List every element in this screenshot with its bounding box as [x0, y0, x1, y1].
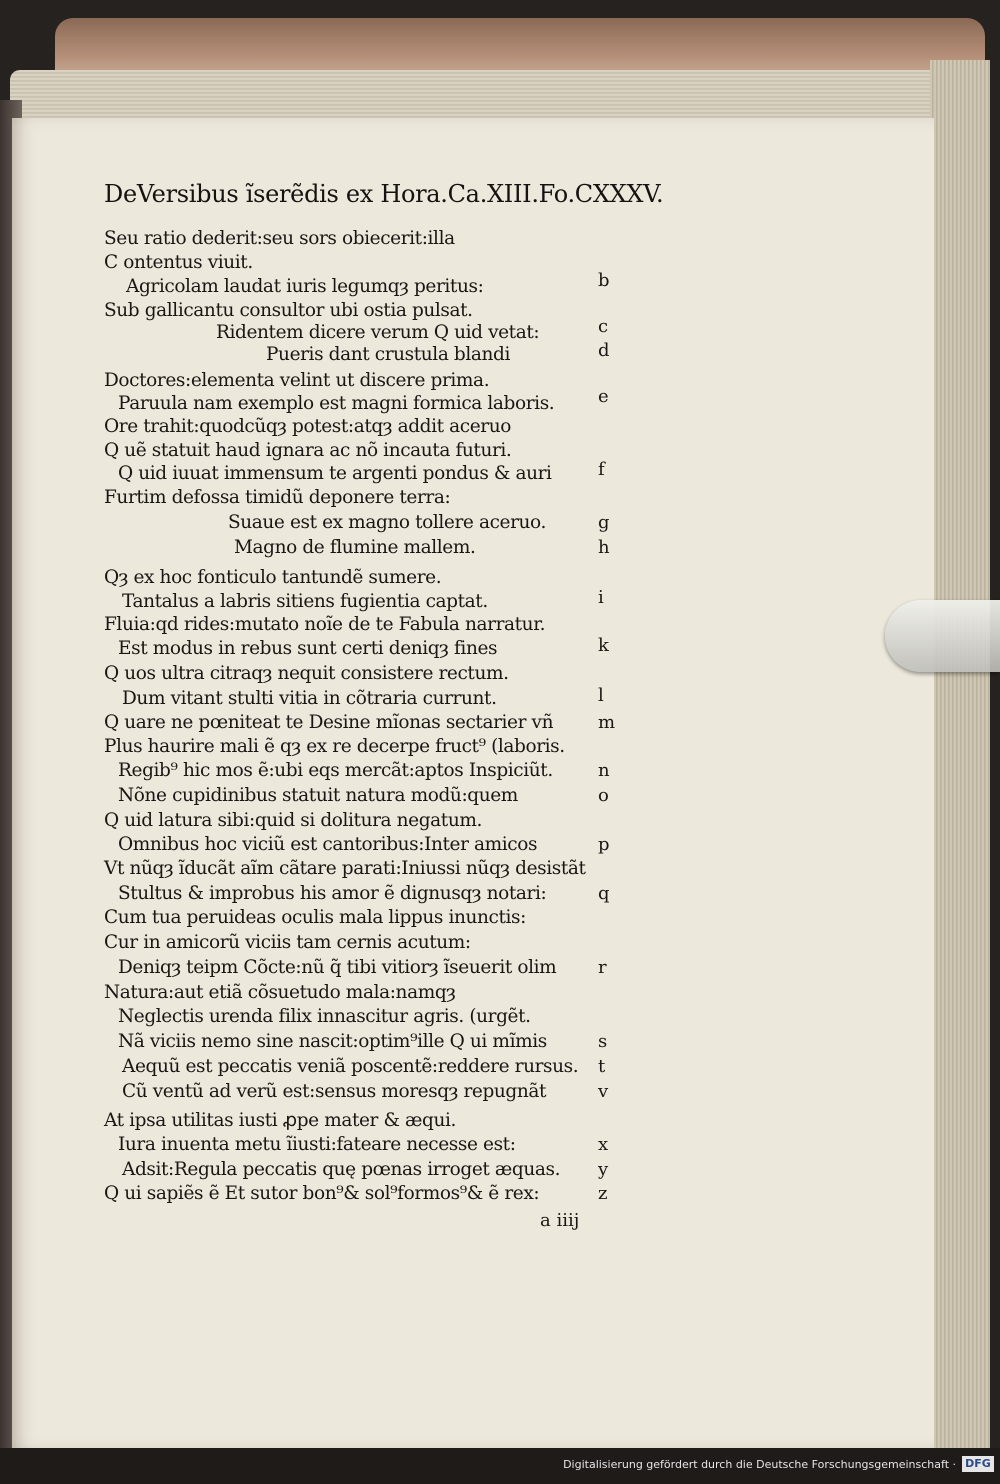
- margin-letter: t: [598, 1056, 606, 1077]
- margin-letter: r: [598, 957, 607, 978]
- margin-letter: g: [598, 512, 610, 533]
- verse-line: Suaue est ex magno tollere aceruo.: [228, 512, 546, 533]
- verse-line: Ridentem dicere verum Q uid vetat:: [216, 322, 540, 343]
- verse-line: Omnibus hoc viciũ est cantoribus:Inter amicos: [118, 834, 538, 855]
- verse-line: At ipsa utilitas iusti ꝓpe mater & æqui.: [104, 1110, 456, 1131]
- verse-line: Agricolam laudat iuris legumqȝ peritus:: [126, 276, 484, 297]
- verse-line: Stultus & improbus his amor ẽ dignusqȝ notari:: [118, 883, 547, 904]
- verse-line: Q uos ultra citraqȝ nequit consistere rectum.: [104, 663, 509, 684]
- verse-line: Deniqȝ teipm Cõcte:nũ q̃ tibi vitiorȝ ĩseuerit olim: [118, 957, 557, 978]
- margin-letter: p: [598, 834, 610, 855]
- verse-line: Q ui sapiẽs ẽ Et sutor bon⁹& sol⁹formos⁹& ẽ rex:: [104, 1183, 540, 1204]
- margin-letter: l: [598, 685, 604, 706]
- verse-line: Q uid iuuat immensum te argenti pondus & auri: [118, 463, 552, 484]
- verse-line: Fluia:qd rides:mutato noĩe de te Fabula narratur.: [104, 614, 546, 635]
- margin-letter: o: [598, 785, 609, 806]
- verse-line: Sub gallicantu consultor ubi ostia pulsat.: [104, 300, 473, 321]
- margin-letter: v: [598, 1081, 609, 1102]
- margin-letter: y: [598, 1159, 609, 1180]
- verse-line: Doctores:elementa velint ut discere prima.: [104, 370, 490, 391]
- margin-letter: n: [598, 760, 610, 781]
- verse-line: Est modus in rebus sunt certi deniqȝ fines: [118, 638, 498, 659]
- verse-line: Q uẽ statuit haud ignara ac nõ incauta futuri.: [104, 440, 512, 461]
- verse-line: Vt nũqȝ ĩducãt aĩm cãtare parati:Iniussi nũqȝ desistãt: [104, 858, 586, 879]
- footer-credit: Digitalisierung gefördert durch die Deutsche Forschungsgemeinschaft ·: [563, 1458, 956, 1471]
- verse-line: Paruula nam exemplo est magni formica laboris.: [118, 393, 555, 414]
- verse-line: Aequũ est peccatis veniã poscentẽ:reddere rursus.: [122, 1056, 579, 1077]
- margin-letter: k: [598, 635, 609, 656]
- verse-line: Magno de flumine mallem.: [234, 537, 476, 558]
- verse-line: Pueris dant crustula blandi: [266, 344, 510, 365]
- verse-line: Cum tua peruideas oculis mala lippus inunctis:: [104, 907, 526, 928]
- verse-line: Regib⁹ hic mos ẽ:ubi eqs mercãt:aptos Inspiciũt.: [118, 760, 553, 781]
- verse-line: Tantalus a labris sitiens fugientia captat.: [122, 591, 488, 612]
- verse-line: Qȝ ex hoc fonticulo tantundẽ sumere.: [104, 567, 442, 588]
- page-stack-right-edge: [930, 60, 990, 1460]
- verse-line: Adsit:Regula peccatis quę pœnas irroget æquas.: [122, 1159, 561, 1180]
- verse-line: Furtim defossa timidũ deponere terra:: [104, 487, 451, 508]
- verse-line: Natura:aut etiã cõsuetudo mala:namqȝ: [104, 982, 456, 1003]
- verse-line: Q uid latura sibi:quid si dolitura negatum.: [104, 810, 482, 831]
- dfg-logo: DFG: [962, 1456, 994, 1472]
- verse-line: Cũ ventũ ad verũ est:sensus moresqȝ repugnãt: [122, 1081, 547, 1102]
- margin-letter: s: [598, 1031, 608, 1052]
- verse-line: Nõne cupidinibus statuit natura modũ:quem: [118, 785, 518, 806]
- verse-line: Q uare ne pœniteat te Desine mĩonas sectarier vñ: [104, 712, 554, 733]
- margin-letter: q: [598, 883, 610, 904]
- margin-letter: h: [598, 537, 610, 558]
- margin-letter: x: [598, 1134, 609, 1155]
- margin-letter: e: [598, 386, 609, 407]
- margin-letter: i: [598, 587, 604, 608]
- verse-line: Seu ratio dederit:seu sors obiecerit:illa: [104, 228, 455, 249]
- verse-line: Nã viciis nemo sine nascit:optim⁹ille Q ui mĩmis: [118, 1031, 547, 1052]
- verse-line: Neglectis urenda filix innascitur agris. (urgẽt.: [118, 1006, 531, 1027]
- verse-line: Iura inuenta metu ĩiusti:fateare necesse est:: [118, 1134, 516, 1155]
- verse-line: Ore trahit:quodcũqȝ potest:atqȝ addit aceruo: [104, 416, 511, 437]
- verse-line: Cur in amicorũ viciis tam cernis acutum:: [104, 932, 471, 953]
- signature-mark: a iiij: [540, 1210, 580, 1231]
- verse-line: C ontentus viuit.: [104, 252, 253, 273]
- margin-letter: m: [598, 712, 616, 733]
- margin-letter: b: [598, 270, 610, 291]
- margin-letter: z: [598, 1183, 608, 1204]
- running-header: DeVersibus ĩserẽdis ex Hora.Ca.XIII.Fo.CXXXV.: [104, 180, 664, 208]
- margin-letter: f: [598, 459, 605, 480]
- page-clip: [885, 600, 1000, 672]
- verse-line: Plus haurire mali ẽ qȝ ex re decerpe fruct⁹ (laboris.: [104, 736, 565, 757]
- margin-letter: c: [598, 316, 609, 337]
- margin-letter: d: [598, 340, 610, 361]
- verse-line: Dum vitant stulti vitia in cõtraria currunt.: [122, 688, 497, 709]
